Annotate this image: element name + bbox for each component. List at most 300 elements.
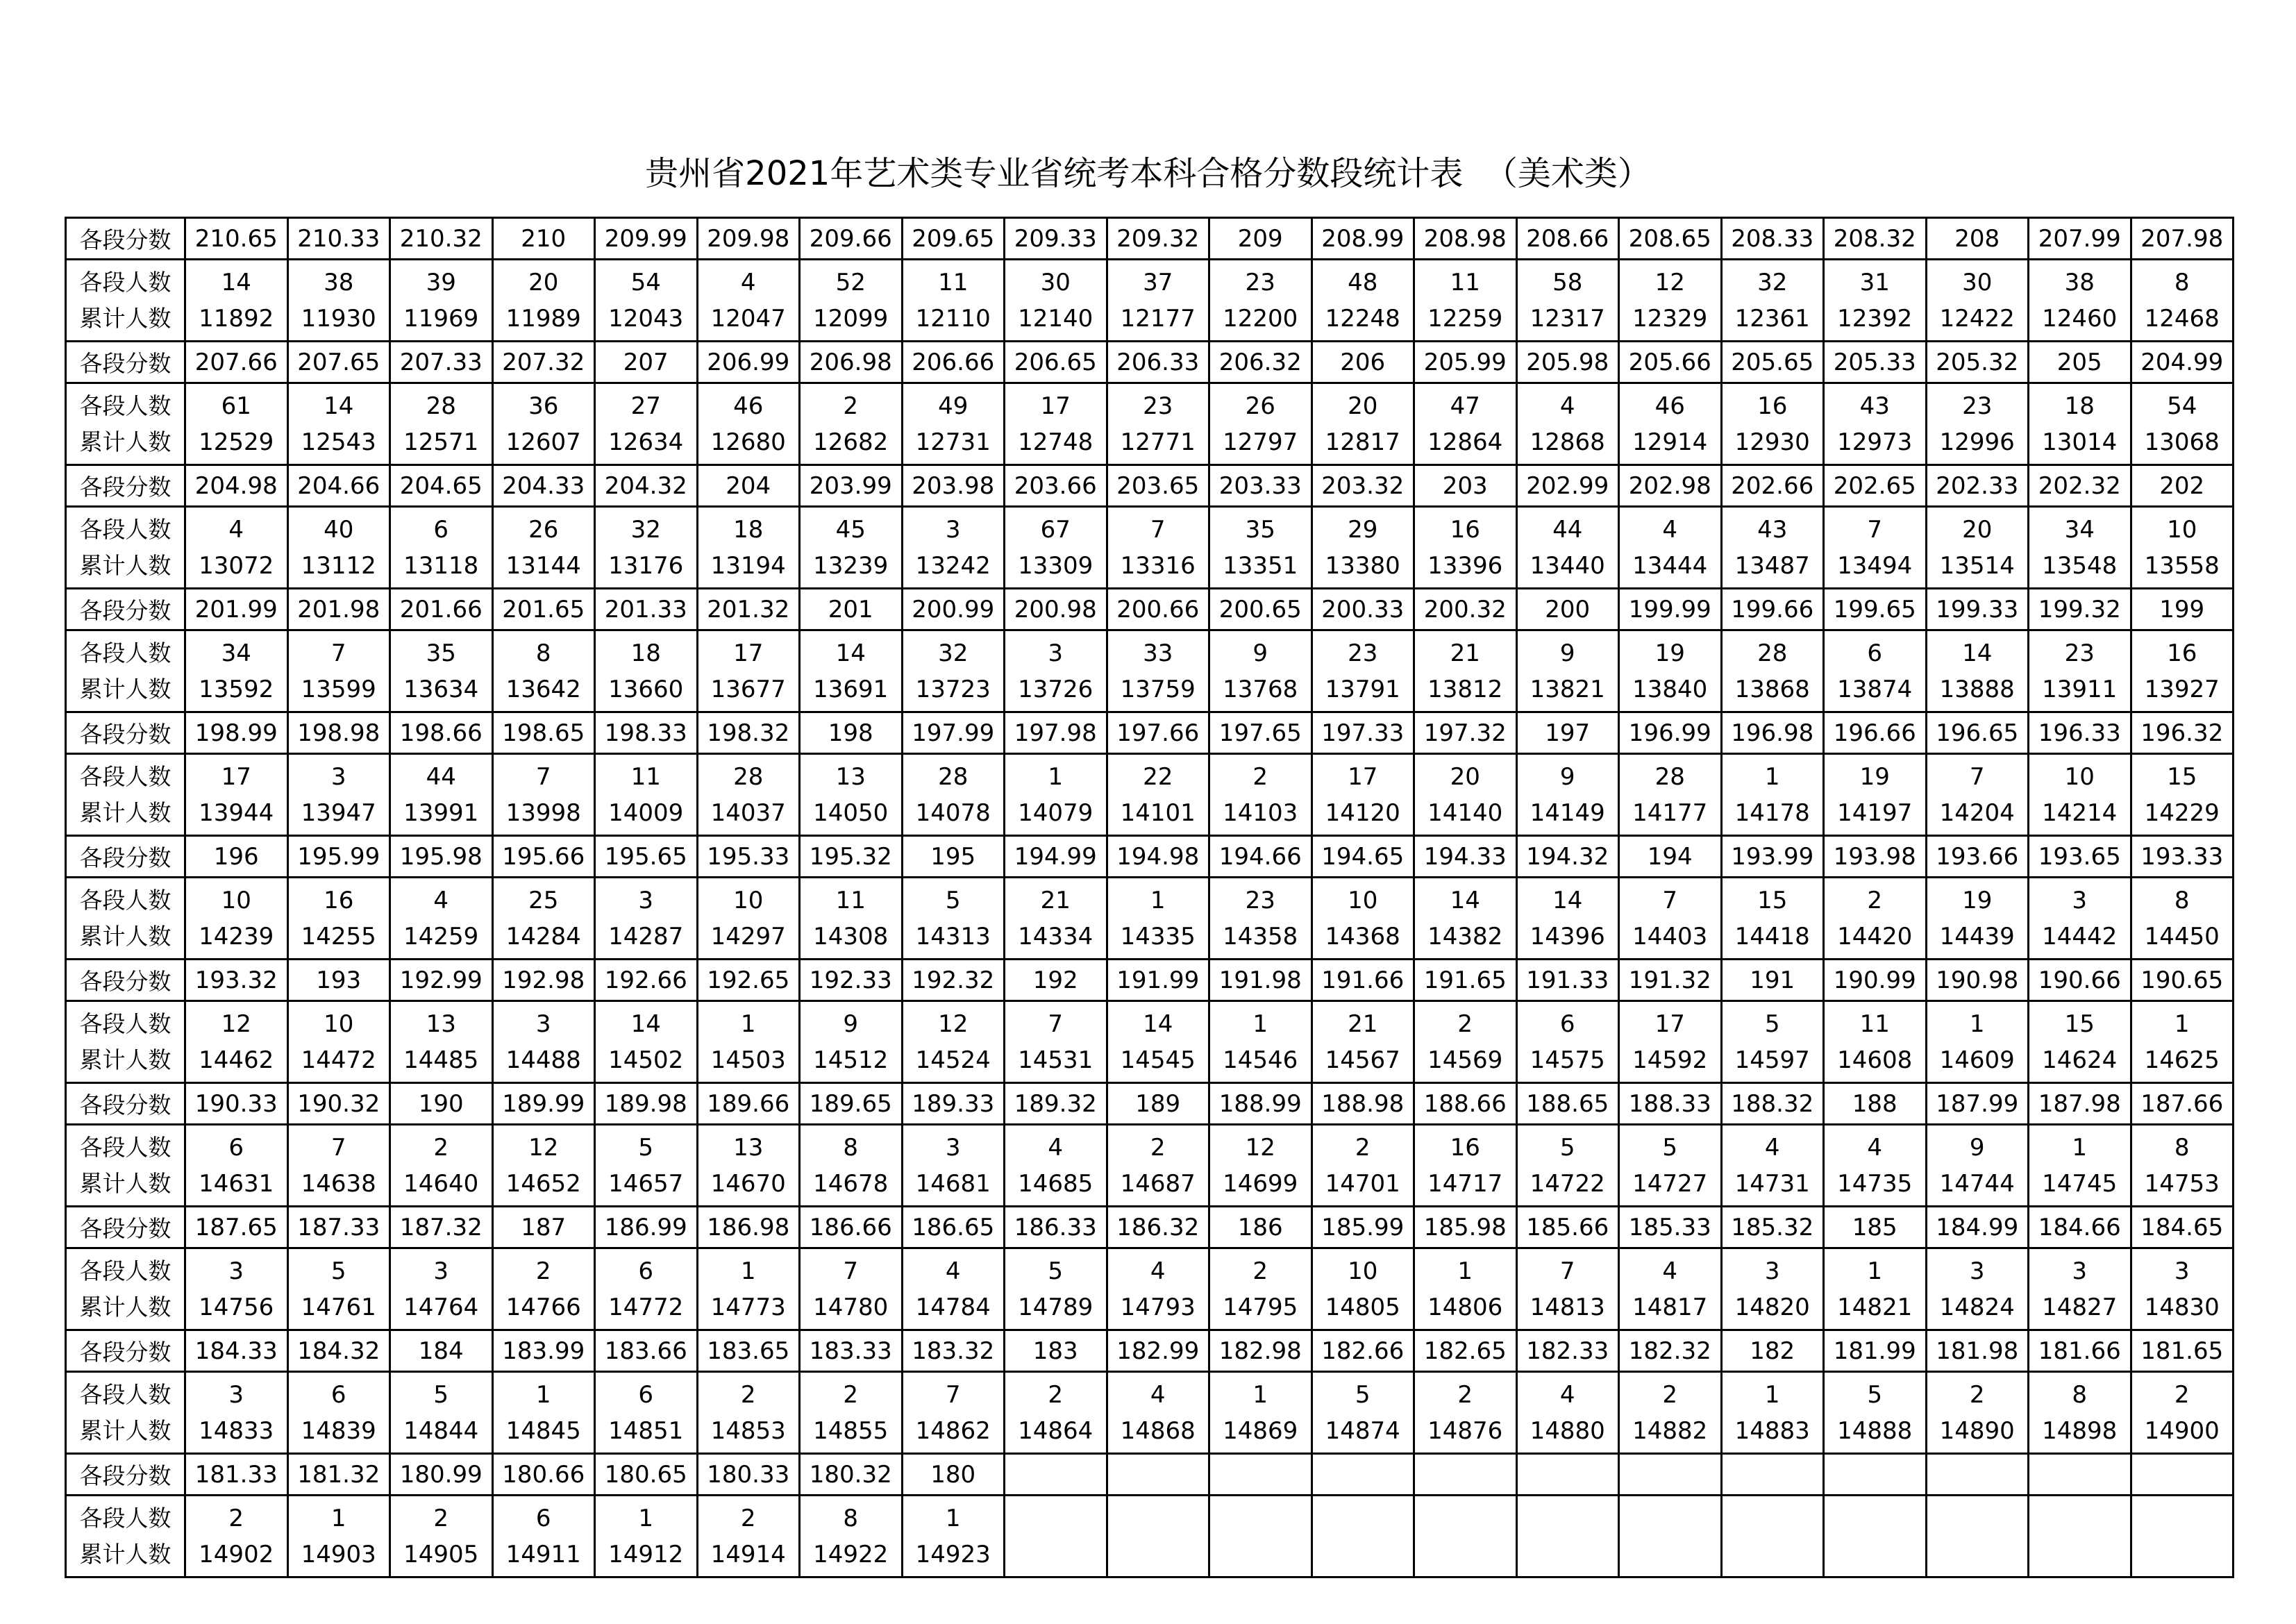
count-cell (1926, 878, 2029, 960)
score-cell: 187.32 (390, 1207, 493, 1248)
count-row-label (66, 1496, 185, 1577)
segment-count: 6 (330, 1380, 346, 1409)
segment-count: 23 (1143, 392, 1173, 420)
cumulative-count: 14817 (1632, 1293, 1708, 1321)
segment-count: 4 (1867, 1133, 1883, 1162)
segment-count: 1 (535, 1380, 551, 1409)
count-cell (1926, 507, 2029, 589)
cumulative-count: 14197 (1837, 798, 1913, 827)
segment-count: 11 (1450, 268, 1480, 296)
cumulative-count: 12607 (505, 428, 581, 456)
score-row-label: 各段分数 (66, 342, 185, 383)
count-cell (185, 878, 288, 960)
segment-count: 3 (2174, 1257, 2190, 1285)
count-cell (1312, 1372, 1414, 1454)
cumulative-count: 13072 (199, 551, 274, 580)
cumulative-count: 14009 (608, 798, 684, 827)
score-cell: 186.33 (1005, 1207, 1107, 1248)
cumulative-label: 累计人数 (79, 922, 171, 950)
cumulative-count: 13691 (813, 675, 889, 703)
score-cell: 209.66 (800, 218, 903, 260)
cumulative-count: 14101 (1120, 798, 1196, 827)
score-cell: 201.98 (287, 589, 390, 630)
cumulative-count: 14335 (1120, 922, 1196, 951)
segment-count: 14 (1143, 1010, 1173, 1038)
score-cell: 190.66 (2029, 960, 2131, 1001)
segment-count: 16 (2167, 639, 2197, 667)
segment-count: 20 (1450, 762, 1480, 791)
segment-count: 49 (938, 392, 969, 420)
count-cell (1107, 1372, 1209, 1454)
segment-count: 8 (2174, 268, 2190, 296)
cumulative-count: 14855 (813, 1416, 889, 1445)
count-cell (1516, 383, 1619, 465)
count-cell (1209, 630, 1312, 712)
score-cell: 186.65 (902, 1207, 1005, 1248)
score-cell: 184.33 (185, 1330, 288, 1372)
segment-count: 23 (1245, 886, 1275, 914)
score-cell: 198.32 (697, 712, 800, 754)
count-cell (1209, 754, 1312, 836)
segment-count: 7 (535, 762, 551, 791)
score-cell: 205.33 (1824, 342, 1927, 383)
score-cell: 196 (185, 836, 288, 878)
cumulative-count: 12571 (403, 428, 479, 456)
count-cell (902, 383, 1005, 465)
cumulative-count: 14868 (1120, 1416, 1196, 1445)
cumulative-count: 14784 (915, 1293, 991, 1321)
segment-count: 20 (1348, 392, 1378, 420)
segment-count: 8 (2174, 886, 2190, 914)
count-row (66, 754, 2234, 836)
score-cell: 204 (697, 465, 800, 507)
cumulative-count: 14485 (403, 1046, 479, 1074)
segment-count: 1 (330, 1504, 346, 1532)
score-row-label: 各段分数 (66, 465, 185, 507)
count-cell (287, 1496, 390, 1577)
count-cell (492, 1248, 595, 1330)
cumulative-count: 13068 (2144, 428, 2220, 456)
count-cell (1414, 1125, 1517, 1207)
segment-count: 5 (433, 1380, 449, 1409)
score-cell: 197.99 (902, 712, 1005, 754)
count-cell (800, 1001, 903, 1083)
score-cell: 203.32 (1312, 465, 1414, 507)
count-cell (2029, 1248, 2131, 1330)
count-cell (800, 1496, 903, 1577)
count-row-label (66, 383, 185, 465)
cumulative-count: 13840 (1632, 675, 1708, 703)
score-cell: 206.32 (1209, 342, 1312, 383)
score-row-label: 各段分数 (66, 1083, 185, 1125)
segment-count: 9 (1559, 639, 1575, 667)
cumulative-count: 14609 (1939, 1046, 2015, 1074)
score-cell: 191.98 (1209, 960, 1312, 1001)
count-cell (595, 1001, 698, 1083)
count-cell (902, 1125, 1005, 1207)
cumulative-count: 13194 (710, 551, 786, 580)
segment-count: 7 (945, 1380, 961, 1409)
count-cell (492, 507, 595, 589)
count-row-label (66, 1372, 185, 1454)
count-cell (492, 630, 595, 712)
cumulative-count: 14545 (1120, 1046, 1196, 1074)
score-cell (1005, 1454, 1107, 1496)
segment-count: 6 (1559, 1010, 1575, 1038)
count-row (66, 878, 2234, 960)
segment-count: 2 (1457, 1380, 1473, 1409)
segment-count: 5 (1048, 1257, 1064, 1285)
score-cell: 182.66 (1312, 1330, 1414, 1372)
count-cell (2029, 383, 2131, 465)
score-cell: 182.99 (1107, 1330, 1209, 1372)
segment-count: 37 (1143, 268, 1173, 296)
score-cell: 202 (2131, 465, 2234, 507)
score-cell: 195.98 (390, 836, 493, 878)
count-cell (595, 260, 698, 342)
score-cell: 180.33 (697, 1454, 800, 1496)
cumulative-count: 13548 (2042, 551, 2118, 580)
cumulative-count: 12392 (1837, 304, 1913, 333)
score-cell: 200.65 (1209, 589, 1312, 630)
cumulative-count: 14780 (813, 1293, 889, 1321)
count-cell (1005, 1001, 1107, 1083)
score-cell: 205 (2029, 342, 2131, 383)
cumulative-count: 14531 (1018, 1046, 1093, 1074)
segment-count: 1 (638, 1504, 654, 1532)
count-cell (1721, 507, 1824, 589)
segment-count: 52 (835, 268, 866, 296)
segment-count: 19 (1962, 886, 1993, 914)
cumulative-count: 14297 (710, 922, 786, 951)
score-cell: 208.98 (1414, 218, 1517, 260)
segment-count: 28 (1654, 762, 1685, 791)
score-cell: 194.65 (1312, 836, 1414, 878)
segment-count: 23 (1245, 268, 1275, 296)
score-cell: 210.32 (390, 218, 493, 260)
cumulative-count: 14631 (199, 1169, 274, 1198)
count-label: 各段人数 (79, 639, 171, 667)
cumulative-count: 14699 (1223, 1169, 1298, 1198)
count-cell (1926, 1248, 2029, 1330)
count-cell (1721, 878, 1824, 960)
score-cell: 206.99 (697, 342, 800, 383)
segment-count: 14 (630, 1010, 661, 1038)
segment-count: 2 (740, 1504, 756, 1532)
segment-count: 18 (2064, 392, 2095, 420)
score-row (66, 218, 2234, 260)
cumulative-count: 12864 (1427, 428, 1503, 456)
cumulative-count: 13444 (1632, 551, 1708, 580)
segment-count: 28 (426, 392, 456, 420)
page-title: 贵州省2021年艺术类专业省统考本科合格分数段统计表 （美术类） (645, 154, 1651, 193)
segment-count: 17 (733, 639, 764, 667)
segment-count: 1 (1867, 1257, 1883, 1285)
cumulative-label: 累计人数 (79, 304, 171, 332)
cumulative-count: 14821 (1837, 1293, 1913, 1321)
segment-count: 7 (1559, 1257, 1575, 1285)
count-cell (390, 1125, 493, 1207)
count-cell (697, 260, 800, 342)
score-cell: 184 (390, 1330, 493, 1372)
segment-count: 3 (228, 1380, 244, 1409)
count-cell (697, 630, 800, 712)
score-cell: 182.98 (1209, 1330, 1312, 1372)
score-cell: 185.98 (1414, 1207, 1517, 1248)
segment-count: 44 (426, 762, 456, 791)
segment-count: 4 (1150, 1257, 1166, 1285)
score-cell: 186.66 (800, 1207, 903, 1248)
count-cell (1005, 383, 1107, 465)
count-cell (1721, 383, 1824, 465)
score-cell: 194.98 (1107, 836, 1209, 878)
score-cell: 197.32 (1414, 712, 1517, 754)
count-cell (1824, 630, 1927, 712)
count-row-label (66, 1125, 185, 1207)
segment-count: 8 (535, 639, 551, 667)
segment-count: 54 (2167, 392, 2197, 420)
segment-count: 8 (2072, 1380, 2088, 1409)
count-cell (2131, 1125, 2234, 1207)
cumulative-count: 14652 (505, 1169, 581, 1198)
score-cell: 203 (1414, 465, 1517, 507)
count-cell (2131, 1372, 2234, 1454)
cumulative-count: 14569 (1427, 1046, 1503, 1074)
score-cell: 182 (1721, 1330, 1824, 1372)
cumulative-count: 14905 (403, 1540, 479, 1568)
cumulative-count: 14845 (505, 1416, 581, 1445)
segment-count: 36 (528, 392, 559, 420)
score-cell: 205.98 (1516, 342, 1619, 383)
segment-count: 5 (1867, 1380, 1883, 1409)
count-cell (1516, 754, 1619, 836)
count-cell (800, 1248, 903, 1330)
cumulative-count: 14862 (915, 1416, 991, 1445)
score-row-label: 各段分数 (66, 712, 185, 754)
cumulative-count: 14795 (1223, 1293, 1298, 1321)
score-cell: 200.99 (902, 589, 1005, 630)
segment-count: 10 (2167, 515, 2197, 544)
cumulative-count: 12099 (813, 304, 889, 333)
score-cell: 185.33 (1619, 1207, 1722, 1248)
count-label: 各段人数 (79, 1257, 171, 1284)
segment-count: 2 (535, 1257, 551, 1285)
cumulative-count: 13726 (1018, 675, 1093, 703)
cumulative-count: 13558 (2144, 551, 2220, 580)
score-cell: 194.66 (1209, 836, 1312, 878)
score-cell: 194.33 (1414, 836, 1517, 878)
score-cell: 200.66 (1107, 589, 1209, 630)
segment-count: 21 (1348, 1010, 1378, 1038)
score-cell: 206 (1312, 342, 1414, 383)
score-cell: 187 (492, 1207, 595, 1248)
score-cell: 207.99 (2029, 218, 2131, 260)
cumulative-count: 13380 (1325, 551, 1400, 580)
score-cell: 208.99 (1312, 218, 1414, 260)
segment-count: 21 (1040, 886, 1071, 914)
count-cell (492, 1496, 595, 1577)
score-cell: 210.65 (185, 218, 288, 260)
count-cell (1414, 878, 1517, 960)
count-cell (800, 1125, 903, 1207)
score-cell: 202.65 (1824, 465, 1927, 507)
cumulative-count: 14670 (710, 1169, 786, 1198)
count-cell (1619, 507, 1722, 589)
segment-count: 17 (1348, 762, 1378, 791)
count-row (66, 383, 2234, 465)
count-cell (287, 1372, 390, 1454)
count-cell (1209, 1496, 1312, 1577)
score-cell: 204.33 (492, 465, 595, 507)
count-row-label (66, 260, 185, 342)
score-cell: 201.32 (697, 589, 800, 630)
score-cell: 190 (390, 1083, 493, 1125)
cumulative-count: 14358 (1223, 922, 1298, 951)
cumulative-count: 12043 (608, 304, 684, 333)
segment-count: 2 (2174, 1380, 2190, 1409)
score-cell: 198 (800, 712, 903, 754)
score-cell: 197.33 (1312, 712, 1414, 754)
count-cell (595, 383, 698, 465)
count-cell (595, 1372, 698, 1454)
count-cell (185, 383, 288, 465)
cumulative-count: 14255 (301, 922, 376, 951)
count-cell (390, 1496, 493, 1577)
cumulative-count: 14567 (1325, 1046, 1400, 1074)
cumulative-count: 12468 (2144, 304, 2220, 333)
count-cell (185, 754, 288, 836)
segment-count: 12 (528, 1133, 559, 1162)
count-cell (1619, 630, 1722, 712)
segment-count: 47 (1450, 392, 1480, 420)
segment-count: 9 (843, 1010, 859, 1038)
cumulative-count: 12797 (1223, 428, 1298, 456)
count-cell (1107, 507, 1209, 589)
score-cell: 207.65 (287, 342, 390, 383)
cumulative-count: 13642 (505, 675, 581, 703)
cumulative-count: 13440 (1530, 551, 1605, 580)
score-row (66, 712, 2234, 754)
cumulative-count: 14313 (915, 922, 991, 951)
count-cell (1209, 1001, 1312, 1083)
count-cell (1414, 630, 1517, 712)
count-cell (2131, 260, 2234, 342)
cumulative-count: 13487 (1734, 551, 1810, 580)
score-cell: 202.32 (2029, 465, 2131, 507)
score-cell: 185.32 (1721, 1207, 1824, 1248)
segment-count: 3 (945, 1133, 961, 1162)
cumulative-count: 14883 (1734, 1416, 1810, 1445)
count-cell (595, 1496, 698, 1577)
count-cell (2131, 630, 2234, 712)
cumulative-count: 13634 (403, 675, 479, 703)
cumulative-count: 13396 (1427, 551, 1503, 580)
count-cell (1005, 630, 1107, 712)
segment-count: 16 (324, 886, 354, 914)
count-row-label (66, 754, 185, 836)
score-cell: 207.32 (492, 342, 595, 383)
count-cell (1414, 383, 1517, 465)
count-cell (902, 1372, 1005, 1454)
segment-count: 2 (228, 1504, 244, 1532)
score-cell (1926, 1454, 2029, 1496)
count-cell (1619, 1372, 1722, 1454)
count-cell (2029, 754, 2131, 836)
score-cell: 187.66 (2131, 1083, 2234, 1125)
cumulative-count: 13112 (301, 551, 376, 580)
segment-count: 19 (1859, 762, 1890, 791)
count-cell (1721, 754, 1824, 836)
score-cell: 202.99 (1516, 465, 1619, 507)
cumulative-count: 12317 (1530, 304, 1605, 333)
segment-count: 61 (221, 392, 251, 420)
cumulative-count: 14681 (915, 1169, 991, 1198)
cumulative-count: 13991 (403, 798, 479, 827)
cumulative-count: 12634 (608, 428, 684, 456)
segment-count: 4 (1150, 1380, 1166, 1409)
segment-count: 11 (630, 762, 661, 791)
score-row (66, 465, 2234, 507)
segment-count: 10 (221, 886, 251, 914)
score-cell: 193.32 (185, 960, 288, 1001)
count-label: 各段人数 (79, 515, 171, 543)
score-cell: 187.98 (2029, 1083, 2131, 1125)
count-cell (185, 1001, 288, 1083)
score-cell: 184.65 (2131, 1207, 2234, 1248)
score-cell: 188.66 (1414, 1083, 1517, 1125)
segment-count: 14 (221, 268, 251, 296)
cumulative-count: 13176 (608, 551, 684, 580)
cumulative-count: 12529 (199, 428, 274, 456)
segment-count: 2 (1048, 1380, 1064, 1409)
count-cell (1721, 1001, 1824, 1083)
segment-count: 13 (426, 1010, 456, 1038)
cumulative-count: 13911 (2042, 675, 2118, 703)
count-cell (1312, 1496, 1414, 1577)
score-cell: 180.65 (595, 1454, 698, 1496)
count-row (66, 260, 2234, 342)
count-cell (390, 754, 493, 836)
segment-count: 4 (1764, 1133, 1780, 1162)
segment-count: 4 (740, 268, 756, 296)
count-cell (800, 507, 903, 589)
score-cell: 195.99 (287, 836, 390, 878)
count-cell (1619, 1496, 1722, 1577)
score-cell: 200.32 (1414, 589, 1517, 630)
segment-count: 13 (733, 1133, 764, 1162)
score-cell: 191.33 (1516, 960, 1619, 1001)
count-cell (1005, 260, 1107, 342)
count-cell (595, 630, 698, 712)
score-cell: 192.65 (697, 960, 800, 1001)
score-cell: 186.98 (697, 1207, 800, 1248)
score-cell: 202.33 (1926, 465, 2029, 507)
score-cell: 195.66 (492, 836, 595, 878)
cumulative-count: 14624 (2042, 1046, 2118, 1074)
score-cell: 204.32 (595, 465, 698, 507)
score-cell: 205.65 (1721, 342, 1824, 383)
cumulative-count: 14876 (1427, 1416, 1503, 1445)
score-cell (1516, 1454, 1619, 1496)
count-cell (1005, 1372, 1107, 1454)
score-cell: 198.99 (185, 712, 288, 754)
cumulative-count: 13944 (199, 798, 274, 827)
cumulative-count: 14874 (1325, 1416, 1400, 1445)
score-cell: 183.32 (902, 1330, 1005, 1372)
score-cell: 189.32 (1005, 1083, 1107, 1125)
cumulative-count: 14890 (1939, 1416, 2015, 1445)
score-cell: 199.99 (1619, 589, 1722, 630)
